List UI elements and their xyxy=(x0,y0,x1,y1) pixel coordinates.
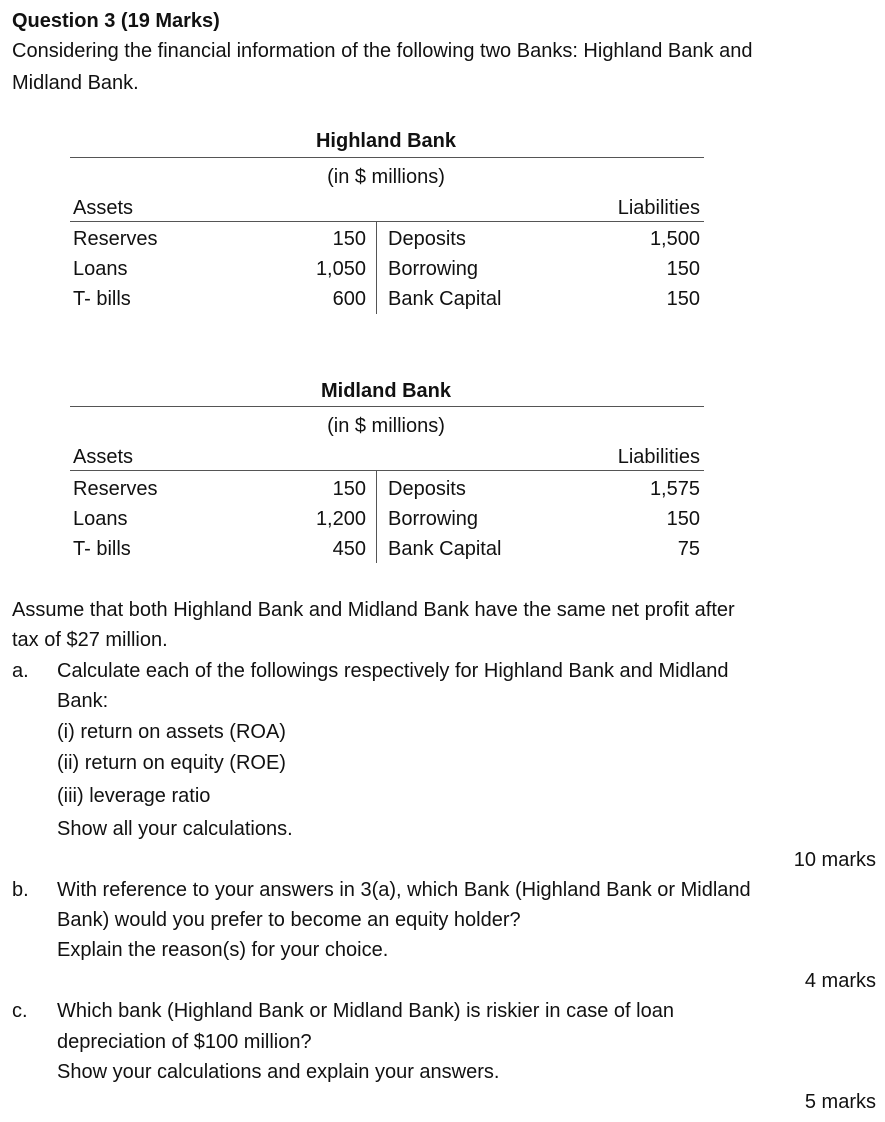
part-a-item-leverage: (iii) leverage ratio xyxy=(57,785,211,807)
liability-value: 150 xyxy=(666,508,700,530)
part-b-line-2: Bank) would you prefer to become an equity holder? xyxy=(57,909,521,931)
assumption-line-2: tax of $27 million. xyxy=(12,629,168,651)
liability-value: 150 xyxy=(666,288,700,310)
table-top-rule xyxy=(70,406,704,407)
asset-value: 1,050 xyxy=(315,258,366,280)
asset-value: 1,200 xyxy=(315,508,366,530)
asset-label: Loans xyxy=(73,258,128,280)
part-c-marker: c. xyxy=(12,1000,28,1022)
part-a-marks: 10 marks xyxy=(793,849,876,871)
part-a-line-1: Calculate each of the followings respectively for Highland Bank and Midland xyxy=(57,660,729,682)
liability-value: 1,575 xyxy=(649,478,700,500)
intro-line-2: Midland Bank. xyxy=(12,72,139,94)
part-a-line-2: Bank: xyxy=(57,690,109,712)
liability-value: 150 xyxy=(666,258,700,280)
liability-label: Deposits xyxy=(388,478,466,500)
table-header-rule xyxy=(70,470,704,471)
liability-label: Borrowing xyxy=(388,508,479,530)
part-a-marker: a. xyxy=(12,660,29,682)
table-title: Midland Bank xyxy=(320,380,451,402)
asset-label: Reserves xyxy=(73,478,158,500)
liability-label: Borrowing xyxy=(388,258,479,280)
assets-header: Assets xyxy=(73,446,134,468)
asset-value: 150 xyxy=(332,228,366,250)
liability-label: Deposits xyxy=(388,228,466,250)
liability-value: 1,500 xyxy=(649,228,700,250)
part-c-line-3: Show your calculations and explain your answers. xyxy=(57,1061,500,1083)
table-header-rule xyxy=(70,221,704,222)
table-title: Highland Bank xyxy=(315,130,456,152)
question-title: Question 3 (19 Marks) xyxy=(12,10,220,32)
asset-label: Loans xyxy=(73,508,128,530)
intro-line-1: Considering the financial information of the following two Banks: Highland Bank and xyxy=(12,40,753,62)
liability-label: Bank Capital xyxy=(388,288,502,310)
liability-value: 75 xyxy=(677,538,700,560)
assets-header: Assets xyxy=(73,197,134,219)
part-b-marker: b. xyxy=(12,879,29,901)
part-a-instruction: Show all your calculations. xyxy=(57,818,293,840)
part-b-line-1: With reference to your answers in 3(a), which Bank (Highland Bank or Midland xyxy=(57,879,751,901)
asset-label: T- bills xyxy=(73,538,131,560)
liability-label: Bank Capital xyxy=(388,538,502,560)
part-c-line-2: depreciation of $100 million? xyxy=(57,1031,312,1053)
t-account-divider xyxy=(376,222,377,314)
liabilities-header: Liabilities xyxy=(617,446,700,468)
asset-value: 600 xyxy=(332,288,366,310)
table-units: (in $ millions) xyxy=(327,415,445,437)
asset-label: Reserves xyxy=(73,228,158,250)
asset-value: 150 xyxy=(332,478,366,500)
part-c-line-1: Which bank (Highland Bank or Midland Bank) is riskier in case of loan xyxy=(57,1000,674,1022)
table-units: (in $ millions) xyxy=(327,166,445,188)
part-c-marks: 5 marks xyxy=(804,1091,876,1113)
part-b-marks: 4 marks xyxy=(804,970,876,992)
t-account-divider xyxy=(376,471,377,563)
part-a-item-roa: (i) return on assets (ROA) xyxy=(57,721,286,743)
table-top-rule xyxy=(70,157,704,158)
assumption-line-1: Assume that both Highland Bank and Midland Bank have the same net profit after xyxy=(12,599,735,621)
asset-label: T- bills xyxy=(73,288,131,310)
part-b-line-3: Explain the reason(s) for your choice. xyxy=(57,939,389,961)
liabilities-header: Liabilities xyxy=(617,197,700,219)
part-a-item-roe: (ii) return on equity (ROE) xyxy=(57,752,286,774)
asset-value: 450 xyxy=(332,538,366,560)
